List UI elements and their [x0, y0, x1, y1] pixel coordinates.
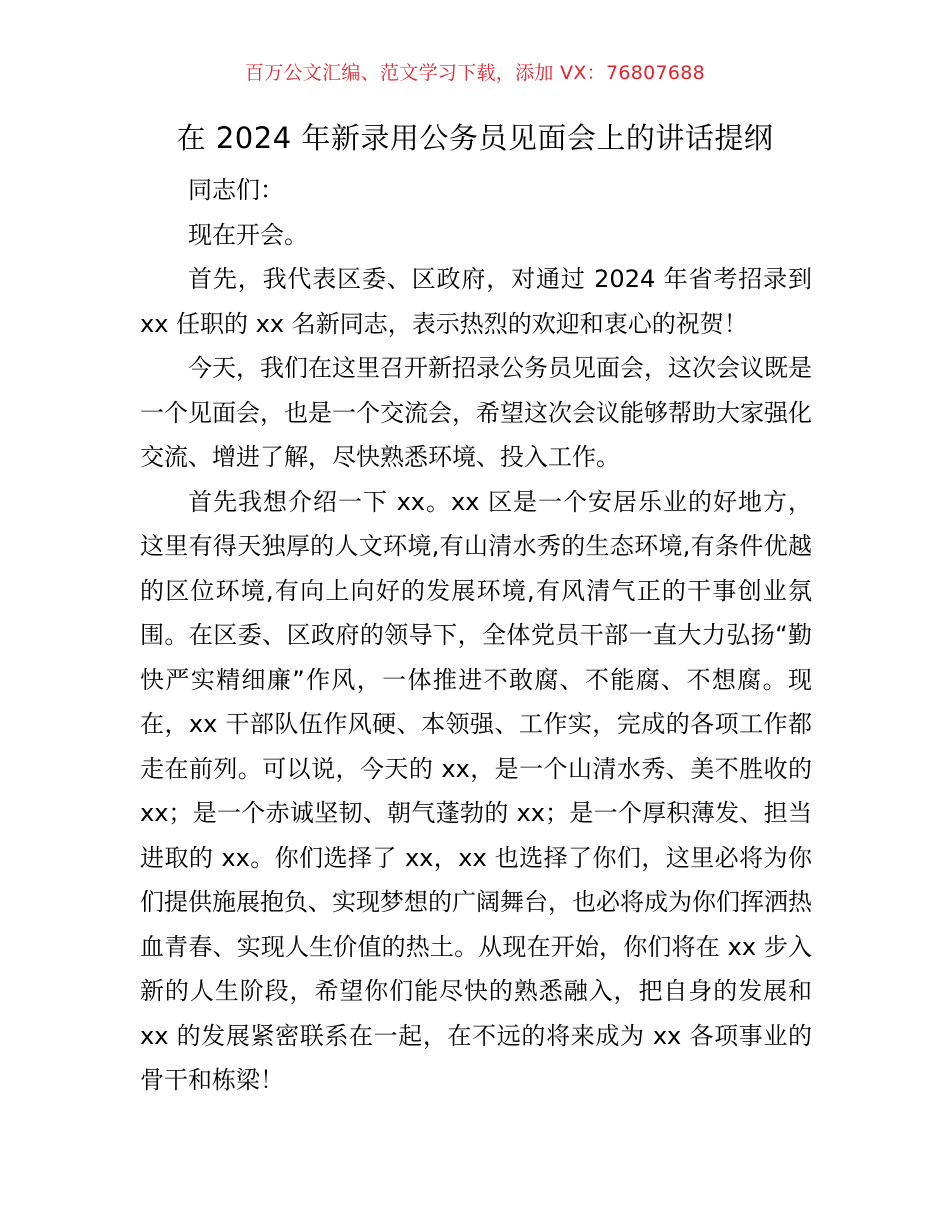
opening-line: 现在开会。 — [188, 220, 308, 249]
paragraph-introduction: 首先我想介绍一下 xx。xx 区是一个安居乐业的好地方，这里有得天独厚的人文环境,有山清水秀的生态环境,有条件优越的区位环境,有向上向好的发展环境,有风清气正的干事创业氛围。在区委、区政府的领导下，全体党员干部一直大力弘扬“勤快严实精细廉”作风，一体推进不敢腐、不能腐、不想腐。现在，xx 干部队伍作风硬、本领强、工作实，完成的各项工作都走在前列。可以说，今天的 xx，是一个山清水秀、美不胜收的 xx；是一个赤诚坚韧、朝气蓬勃的 xx；是一个厚积薄发、担当进取的 xx。你们选择了 xx，xx 也选择了你们，这里必将为你们提供施展抱负、实现梦想的广阔舞台，也必将成为你们挥洒热血青春、实现人生价值的热土。从现在开始，你们将在 xx 步入新的人生阶段，希望你们能尽快的熟悉融入，把自身的发展和 xx 的发展紧密联系在一起，在不远的将来成为 xx 各项事业的骨干和栋梁！ — [140, 487, 812, 1094]
document-title: 在 2024 年新录用公务员见面会上的讲话提纲 — [176, 121, 774, 155]
salutation: 同志们： — [188, 176, 284, 204]
header-banner: 百万公文汇编、范文学习下载，添加 VX：76807688 — [244, 62, 706, 84]
paragraph-welcome: 首先，我代表区委、区政府，对通过 2024 年省考招录到 xx 任职的 xx 名新同志，表示热烈的欢迎和衷心的祝贺！ — [140, 265, 812, 338]
document-body — [140, 168, 812, 1103]
paragraph-purpose: 今天，我们在这里召开新招录公务员见面会，这次会议既是一个见面会，也是一个交流会，希望这次会议能够帮助大家强化交流、增进了解，尽快熟悉环境、投入工作。 — [140, 354, 812, 471]
